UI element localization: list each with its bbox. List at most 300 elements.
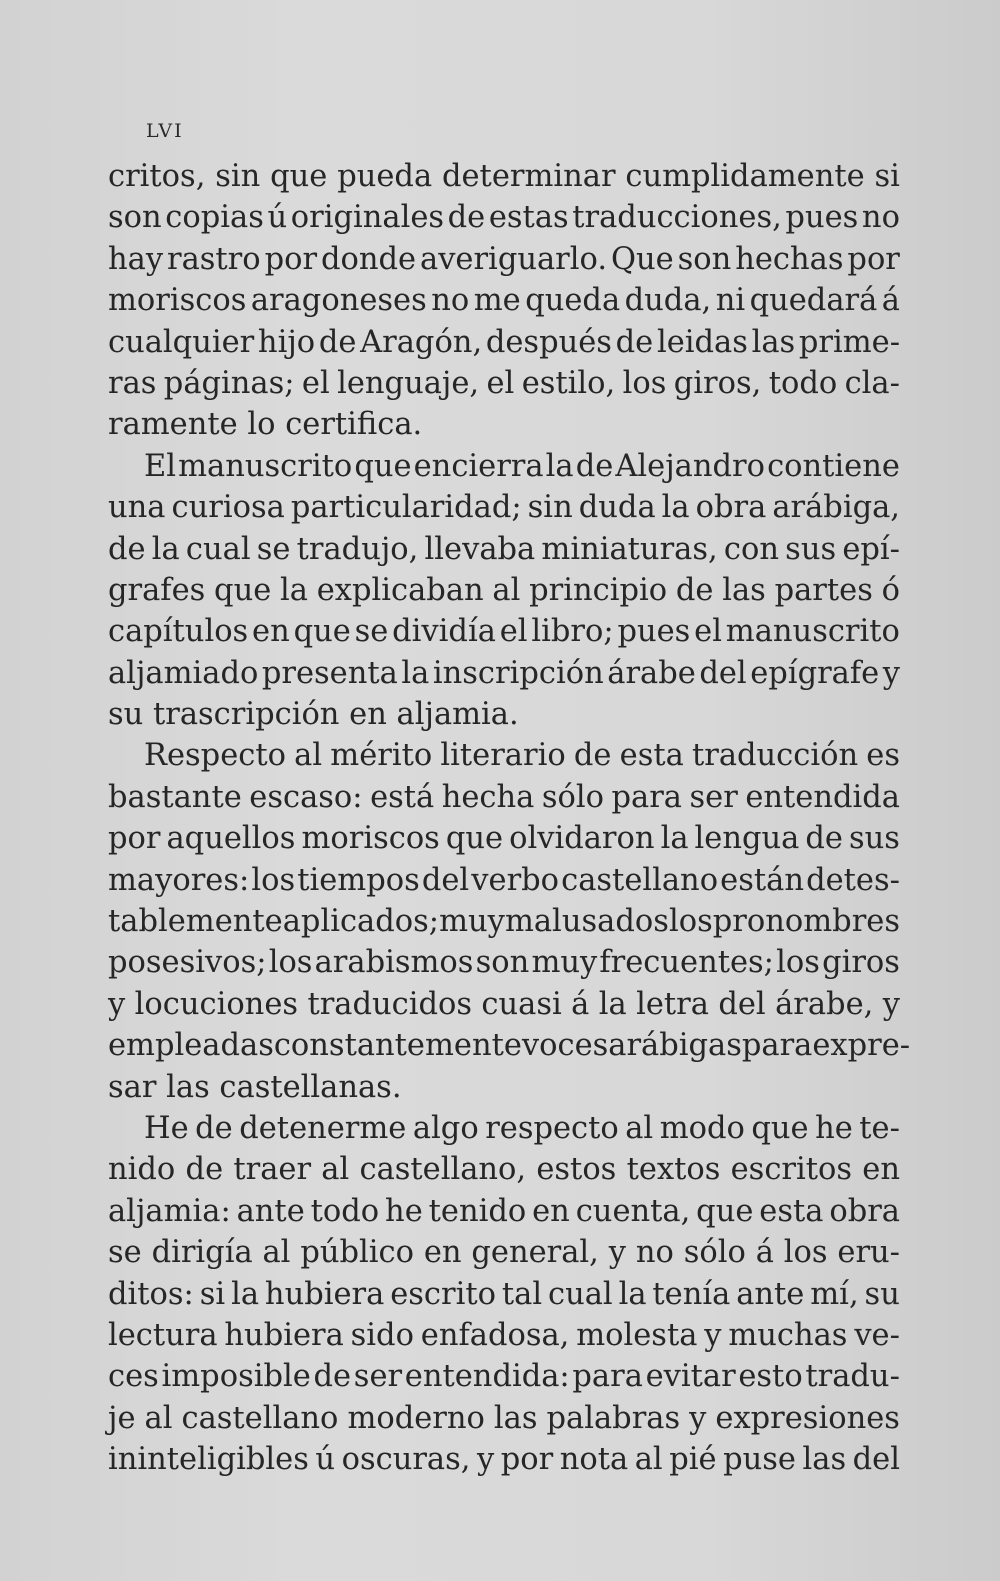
word: y: [476, 1442, 495, 1478]
text-line: [108, 653, 900, 694]
word: á: [755, 1235, 774, 1271]
word: giros: [822, 945, 900, 981]
word: la: [401, 655, 430, 691]
word: y: [689, 1400, 707, 1436]
word: traducción: [691, 738, 859, 774]
word: dividía: [392, 614, 496, 650]
word: He: [144, 1110, 189, 1146]
word: ú: [315, 1442, 336, 1478]
word: escrito: [390, 1276, 496, 1312]
word: encierra: [413, 448, 544, 484]
word: cla-: [844, 365, 900, 401]
word: textos: [626, 1152, 721, 1188]
word: muy: [439, 904, 505, 940]
word: aplicados;: [282, 904, 440, 940]
word: al: [262, 1235, 291, 1271]
word: verbo: [471, 862, 560, 898]
word: obra: [829, 1193, 900, 1229]
word: para: [572, 1359, 643, 1395]
word: por: [264, 241, 318, 277]
word: las: [722, 572, 766, 608]
word: la: [660, 821, 689, 857]
word: esta: [619, 738, 684, 774]
text-line: [108, 404, 900, 445]
word: aljamiado: [108, 655, 259, 691]
word: queda: [525, 283, 621, 319]
text-line: [108, 984, 900, 1025]
word: y: [108, 986, 126, 1022]
word: muchas: [728, 1317, 848, 1353]
word: el: [486, 365, 515, 401]
word: cual: [185, 531, 251, 567]
word: obra: [695, 490, 767, 526]
word: y: [882, 986, 900, 1022]
word: curiosa: [171, 490, 285, 526]
word: modo: [659, 1110, 745, 1146]
word: traducciones,: [572, 200, 782, 236]
word: inscripción: [432, 655, 604, 691]
word: El: [144, 448, 177, 484]
word: quedará: [749, 283, 878, 319]
word: ante: [736, 1276, 805, 1312]
word: árabe,: [775, 986, 874, 1022]
word: partes: [774, 572, 873, 608]
word: nido: [108, 1152, 176, 1188]
text-line: [108, 818, 900, 859]
word: que: [214, 572, 272, 608]
word: si: [199, 1276, 226, 1312]
text-line: [108, 1067, 900, 1108]
word: detenerme: [239, 1110, 407, 1146]
word: olvidaron: [509, 821, 655, 857]
word: para: [611, 779, 682, 815]
word: después: [485, 324, 612, 360]
text-line: [108, 1398, 900, 1439]
word: capítulos: [108, 614, 249, 650]
word: rastro: [167, 241, 261, 277]
word: el: [499, 614, 528, 650]
word: de: [108, 531, 146, 567]
word: castellano: [561, 862, 719, 898]
word: en: [532, 1193, 570, 1229]
word: ser: [689, 779, 738, 815]
word: dirigía: [151, 1235, 253, 1271]
word: cuasi: [481, 986, 562, 1022]
word: imposible: [161, 1359, 311, 1395]
word: no: [635, 1235, 674, 1271]
word: que: [293, 614, 351, 650]
word: entendida: [745, 779, 900, 815]
word: la: [280, 572, 308, 608]
word: tenido: [428, 1193, 527, 1229]
word: prime-: [798, 324, 900, 360]
word: que: [445, 821, 504, 857]
word: hubiera: [224, 1317, 344, 1353]
word: leidas: [656, 324, 748, 360]
word: explicaban: [316, 572, 484, 608]
word: tablemente: [108, 904, 283, 940]
word: mérito: [330, 738, 433, 774]
word: su: [864, 1276, 900, 1312]
text-line: [108, 1108, 900, 1149]
word: moriscos: [108, 283, 247, 319]
word: trascripción: [153, 697, 350, 733]
word: la: [598, 986, 627, 1022]
word: es: [866, 738, 900, 774]
word: tiempos: [297, 862, 420, 898]
word: he: [385, 1193, 423, 1229]
word: que: [696, 1193, 754, 1229]
word: tradu-: [805, 1359, 900, 1395]
word: voces: [521, 1028, 609, 1064]
word: locuciones: [134, 986, 299, 1022]
word: ras: [108, 365, 157, 401]
word: de: [313, 1359, 352, 1395]
word: cumplidamente: [625, 159, 865, 194]
word: eru-: [837, 1235, 900, 1271]
word: hechas: [735, 241, 844, 277]
word: los: [622, 365, 667, 401]
text-line: [108, 197, 900, 238]
word: del: [718, 986, 766, 1022]
word: general,: [471, 1235, 599, 1271]
text-line: [108, 860, 900, 901]
word: tenía: [652, 1276, 731, 1312]
word: al: [625, 1110, 654, 1146]
word: traducidos: [307, 986, 473, 1022]
word: la: [618, 1276, 647, 1312]
text-line: [108, 570, 900, 611]
word: escritos: [730, 1152, 853, 1188]
word: son: [108, 200, 162, 236]
word: las: [802, 1442, 847, 1478]
word: cuenta,: [575, 1193, 691, 1229]
word: sido: [350, 1317, 414, 1353]
word: aragoneses: [250, 283, 427, 319]
text-line: [108, 239, 900, 280]
word: empleadas: [108, 1028, 274, 1064]
word: mí,: [810, 1276, 859, 1312]
paragraph: [108, 735, 911, 1108]
word: castellano,: [359, 1152, 527, 1188]
paragraph: [108, 446, 900, 736]
word: se: [256, 531, 291, 567]
word: sin: [215, 159, 261, 194]
word: originales: [290, 200, 445, 236]
word: páginas;: [163, 365, 295, 401]
word: del: [421, 862, 470, 898]
word: ramente: [108, 407, 248, 443]
word: sólo: [541, 779, 604, 815]
word: donde: [320, 241, 417, 277]
word: cual: [547, 1276, 613, 1312]
word: copias: [165, 200, 264, 236]
word: la: [545, 448, 574, 484]
word: epígrafe: [750, 655, 880, 691]
word: mayores:: [108, 862, 250, 898]
word: aquellos: [166, 821, 296, 857]
word: sin: [527, 490, 573, 526]
word: detes-: [806, 862, 900, 898]
word: bastante: [108, 779, 242, 815]
word: los: [783, 1235, 828, 1271]
word: Alejandro: [615, 448, 765, 484]
word: hecha: [441, 779, 535, 815]
word: escaso:: [249, 779, 363, 815]
word: están: [720, 862, 804, 898]
word: pues: [617, 614, 691, 650]
text-line: [108, 529, 900, 570]
word: lenguaje,: [337, 365, 480, 401]
text-line: [108, 1274, 900, 1315]
text-line: [108, 901, 900, 942]
word: ó: [881, 572, 900, 608]
text-line: [108, 363, 900, 404]
word: el: [301, 365, 330, 401]
word: y: [608, 1235, 626, 1271]
word: me: [473, 283, 521, 319]
word: ditos:: [108, 1276, 194, 1312]
word: pues: [785, 200, 859, 236]
word: se: [354, 614, 389, 650]
word: las: [166, 1069, 220, 1105]
word: los: [668, 904, 713, 940]
word: está: [370, 779, 435, 815]
word: presenta: [261, 655, 398, 691]
paragraph: [108, 156, 900, 446]
word: Que: [610, 241, 674, 277]
word: ve-: [854, 1317, 900, 1353]
word: el: [694, 614, 722, 650]
word: estas: [488, 200, 569, 236]
word: esto: [738, 1359, 803, 1395]
word: los: [268, 945, 313, 981]
word: las: [493, 1400, 538, 1436]
word: critos,: [108, 159, 206, 194]
word: duda,: [624, 283, 712, 319]
word: en: [862, 1152, 900, 1188]
word: por: [500, 1442, 554, 1478]
word: castellano: [181, 1400, 339, 1436]
word: evitar: [645, 1359, 736, 1395]
word: libro;: [531, 614, 614, 650]
word: certifica.: [285, 407, 423, 443]
word: moderno: [347, 1400, 485, 1436]
text-line: [108, 777, 900, 818]
word: la: [231, 1276, 260, 1312]
word: molesta: [576, 1317, 698, 1353]
word: de: [185, 1152, 224, 1188]
word: arábiga,: [772, 490, 900, 526]
paragraph: [108, 1108, 900, 1481]
word: al: [492, 572, 521, 608]
word: de: [318, 324, 357, 360]
word: de: [195, 1110, 233, 1146]
word: son: [475, 945, 530, 981]
text-line: [108, 156, 900, 197]
word: manuscrito: [178, 448, 353, 484]
word: frecuentes;: [599, 945, 774, 981]
word: hubiera: [264, 1276, 385, 1312]
word: pronombres: [712, 904, 900, 940]
word: epí-: [842, 531, 900, 567]
body-text: [108, 156, 911, 1481]
word: del: [852, 1442, 900, 1478]
word: duda: [578, 490, 656, 526]
word: giros,: [673, 365, 762, 401]
word: tal: [501, 1276, 543, 1312]
word: al: [294, 738, 323, 774]
text-line: [108, 735, 900, 776]
page-number: LVI: [146, 120, 184, 142]
word: la: [661, 490, 690, 526]
word: en: [423, 1235, 462, 1271]
word: traer: [233, 1152, 312, 1188]
word: que: [354, 448, 412, 484]
word: muy: [531, 945, 598, 981]
text-line: [108, 611, 900, 652]
word: una: [108, 490, 166, 526]
word: de: [575, 448, 614, 484]
word: enfadosa,: [420, 1317, 570, 1353]
word: de: [805, 821, 843, 857]
text-line: [108, 446, 900, 487]
word: de: [447, 200, 486, 236]
word: ces: [108, 1359, 159, 1395]
word: cualquier: [108, 324, 255, 360]
word: oscuras,: [341, 1442, 471, 1478]
text-line: [108, 1439, 900, 1480]
text-line: [108, 487, 900, 528]
word: constantemente: [273, 1028, 522, 1064]
word: lengua: [694, 821, 800, 857]
word: en: [252, 614, 290, 650]
word: que: [751, 1110, 809, 1146]
text-line: [108, 1149, 900, 1190]
text-line: [108, 1315, 900, 1356]
word: grafes: [108, 572, 206, 608]
word: algo: [412, 1110, 479, 1146]
word: su: [108, 697, 153, 733]
word: palabras: [546, 1400, 681, 1436]
word: expre-: [812, 1028, 911, 1064]
word: principio: [529, 572, 668, 608]
word: hay: [108, 241, 164, 277]
word: las: [751, 324, 796, 360]
word: castellanas.: [219, 1069, 402, 1105]
word: letra: [636, 986, 709, 1022]
text-line: [108, 280, 900, 321]
word: aljamia:: [108, 1193, 231, 1229]
word: ú: [267, 200, 288, 236]
word: sólo: [683, 1235, 746, 1271]
word: nota: [559, 1442, 629, 1478]
word: de: [675, 572, 714, 608]
word: je: [108, 1400, 136, 1436]
word: estilo,: [521, 365, 616, 401]
word: por: [847, 241, 900, 277]
word: de: [615, 324, 654, 360]
word: para: [741, 1028, 813, 1064]
word: si: [874, 159, 900, 194]
word: ininteligibles: [108, 1442, 309, 1478]
word: por: [108, 821, 161, 857]
word: no: [431, 283, 470, 319]
word: son: [677, 241, 732, 277]
word: Respecto: [144, 738, 286, 774]
word: árabe: [607, 655, 696, 691]
text-line: [108, 1232, 900, 1273]
text-line: [108, 1356, 900, 1397]
word: arabismos: [314, 945, 474, 981]
word: á: [571, 986, 590, 1022]
word: de: [573, 738, 612, 774]
text-line: [108, 1191, 900, 1232]
word: todo: [768, 365, 838, 401]
word: determinar: [441, 159, 616, 194]
word: lo: [247, 407, 286, 443]
word: Aragón,: [360, 324, 483, 360]
word: ante: [236, 1193, 305, 1229]
word: manuscrito: [725, 614, 900, 650]
word: miniaturas,: [541, 531, 718, 567]
word: público: [300, 1235, 414, 1271]
word: esta: [759, 1193, 824, 1229]
word: sar: [108, 1069, 167, 1105]
word: puse: [723, 1442, 796, 1478]
word: en: [349, 697, 397, 733]
text-line: [108, 694, 900, 735]
word: entendida:: [404, 1359, 570, 1395]
word: aljamia.: [396, 697, 519, 733]
word: y: [882, 655, 900, 691]
word: ni: [715, 283, 746, 319]
word: la: [151, 531, 180, 567]
word: sus: [785, 531, 837, 567]
word: que: [270, 159, 328, 194]
word: estos: [536, 1152, 617, 1188]
word: particularidad;: [290, 490, 522, 526]
word: con: [723, 531, 779, 567]
text-line: [108, 1025, 911, 1066]
word: al: [321, 1152, 350, 1188]
word: al: [634, 1442, 663, 1478]
word: se: [108, 1235, 142, 1271]
word: posesivos;: [108, 945, 267, 981]
word: hijo: [257, 324, 316, 360]
word: literario: [440, 738, 566, 774]
word: moriscos: [301, 821, 440, 857]
word: llevaba: [424, 531, 536, 567]
word: del: [699, 655, 747, 691]
word: lectura: [108, 1317, 218, 1353]
word: no: [861, 200, 900, 236]
word: pueda: [337, 159, 433, 194]
word: tradujo,: [296, 531, 419, 567]
word: pié: [669, 1442, 717, 1478]
word: averiguarlo.: [420, 241, 608, 277]
word: á: [881, 283, 900, 319]
text-line: [108, 942, 900, 983]
word: y: [704, 1317, 722, 1353]
text-line: [108, 322, 900, 363]
word: los: [251, 862, 296, 898]
word: expresiones: [715, 1400, 900, 1436]
word: te-: [859, 1110, 900, 1146]
word: respecto: [485, 1110, 619, 1146]
word: contiene: [767, 448, 900, 484]
word: arábigas: [608, 1028, 742, 1064]
